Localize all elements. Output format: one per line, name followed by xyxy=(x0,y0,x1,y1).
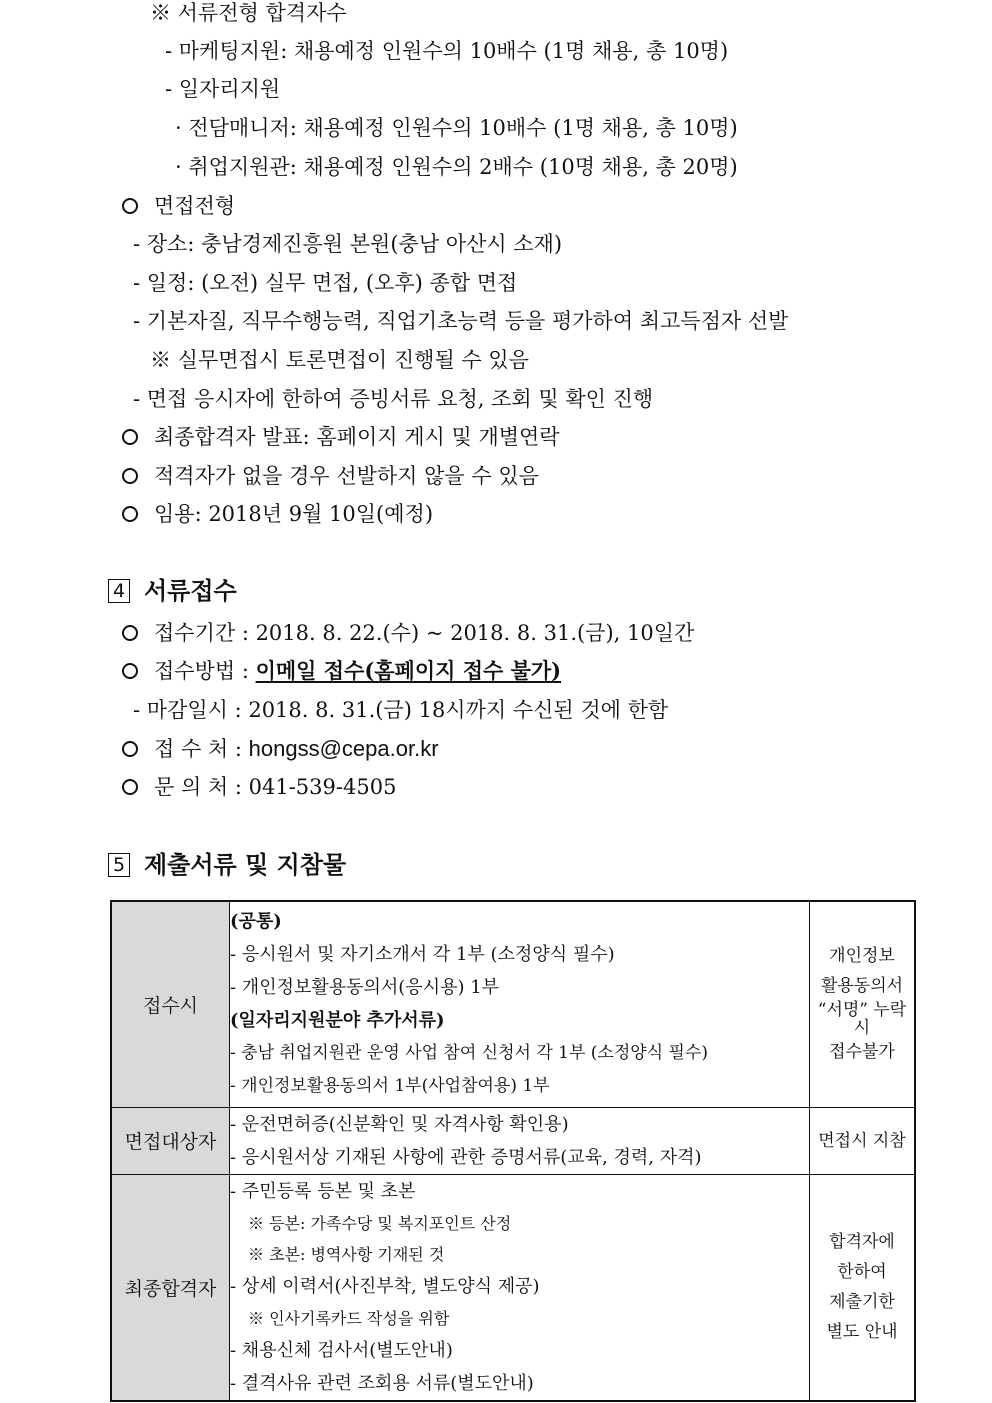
method-value: 이메일 접수(홈페이지 접수 불가) xyxy=(255,658,562,683)
section-number-box: 4 xyxy=(108,579,130,603)
circle-bullet-icon xyxy=(122,741,138,757)
list-item: - 결격사유 관련 조회용 서류(별도안내) xyxy=(230,1372,534,1394)
list-item: - 개인정보활용동의서(응시용) 1부 xyxy=(230,977,500,999)
table-row xyxy=(111,901,915,1107)
marketing-line: - 마케팅지원: 채용예정 인원수의 10배수 (1명 채용, 총 10명) xyxy=(165,39,729,63)
period-item: 접수기간 : 2018. 8. 22.(수) ~ 2018. 8. 31.(금), 10일간 xyxy=(122,620,694,646)
circle-bullet-icon xyxy=(122,506,138,522)
category-cell: 면접대상자 xyxy=(111,1107,230,1174)
list-item: ※ 인사기록카드 작성을 위함 xyxy=(248,1308,450,1328)
appointment-item: 임용: 2018년 9월 10일(예정) xyxy=(122,501,433,527)
circle-bullet-icon xyxy=(122,779,138,795)
final-item: 최종합격자 발표: 홈페이지 게시 및 개별연락 xyxy=(122,424,560,450)
circle-bullet-icon xyxy=(122,468,138,484)
table-row xyxy=(111,1107,915,1174)
content-cell xyxy=(230,1174,810,1401)
method-item: 접수방법 : 이메일 접수(홈페이지 접수 불가) xyxy=(122,658,561,684)
category-cell: 최종합격자 xyxy=(111,1174,230,1401)
section-4-heading: 4 서류접수 xyxy=(108,578,237,605)
section-5-heading: 5 제출서류 및 지참물 xyxy=(108,852,346,879)
table-row xyxy=(111,1174,915,1401)
list-item: - 주민등록 등본 및 초본 xyxy=(230,1180,416,1202)
list-item: - 상세 이력서(사진부착, 별도양식 제공) xyxy=(230,1275,540,1297)
eval-note: ※ 실무면접시 토론면접이 진행될 수 있음 xyxy=(150,348,529,372)
circle-bullet-icon xyxy=(122,429,138,445)
docs-check-line: - 면접 응시자에 한하여 증빙서류 요청, 조회 및 확인 진행 xyxy=(133,387,654,411)
list-item: - 충남 취업지원관 운영 사업 참여 신청서 각 1부 (소정양식 필수) xyxy=(230,1043,708,1064)
contact-item: 문 의 처 : 041-539-4505 xyxy=(122,774,396,800)
note-cell: 개인정보 활용동의서 “서명” 누락시 접수불가 xyxy=(810,901,916,1107)
documents-table xyxy=(110,900,916,1402)
no-qualified-item: 적격자가 없을 경우 선발하지 않을 수 있음 xyxy=(122,463,539,489)
deadline-line: - 마감일시 : 2018. 8. 31.(금) 18시까지 수신된 것에 한함 xyxy=(133,698,669,722)
list-item: - 응시원서상 기재된 사항에 관한 증명서류(교육, 경력, 자격) xyxy=(230,1146,702,1168)
jobs-line: - 일자리지원 xyxy=(165,77,281,101)
section-number-box: 5 xyxy=(108,853,130,877)
list-item: - 응시원서 및 자기소개서 각 1부 (소정양식 필수) xyxy=(230,944,615,966)
list-item: (공통) xyxy=(230,911,282,933)
manager-line: · 전담매니저: 채용예정 인원수의 10배수 (1명 채용, 총 10명) xyxy=(175,116,738,140)
list-item: - 운전면허증(신분확인 및 자격사항 확인용) xyxy=(230,1113,569,1135)
category-cell: 접수시 xyxy=(111,901,230,1107)
list-item: - 채용신체 검사서(별도안내) xyxy=(230,1339,453,1361)
note-cell: 합격자에 한하여 제출기한 별도 안내 xyxy=(810,1174,916,1401)
note-cell: 면접시 지참 xyxy=(810,1107,916,1174)
circle-bullet-icon xyxy=(122,663,138,679)
circle-bullet-icon xyxy=(122,198,138,214)
list-item: (일자리지원분야 추가서류) xyxy=(230,1010,445,1032)
eval-line: - 기본자질, 직무수행능력, 직업기초능력 등을 평가하여 최고득점자 선발 xyxy=(133,309,789,333)
recv-email-link[interactable]: hongss@cepa.or.kr xyxy=(248,736,439,761)
recv-item: 접 수 처 : hongss@cepa.or.kr xyxy=(122,736,439,762)
list-item: ※ 초본: 병역사항 기재된 것 xyxy=(248,1244,445,1264)
schedule-line: - 일정: (오전) 실무 면접, (오후) 종합 면접 xyxy=(133,271,518,295)
place-line: - 장소: 충남경제진흥원 본원(충남 아산시 소재) xyxy=(133,232,563,256)
officer-line: · 취업지원관: 채용예정 인원수의 2배수 (10명 채용, 총 20명) xyxy=(175,155,738,179)
list-item: ※ 등본: 가족수당 및 복지포인트 산정 xyxy=(248,1213,512,1233)
list-item: - 개인정보활용동의서 1부(사업참여용) 1부 xyxy=(230,1076,550,1097)
docs-pass-note: ※ 서류전형 합격자수 xyxy=(150,1,347,25)
content-cell xyxy=(230,901,810,1107)
circle-bullet-icon xyxy=(122,625,138,641)
interview-item: 면접전형 xyxy=(122,193,235,219)
content-cell xyxy=(230,1107,810,1174)
